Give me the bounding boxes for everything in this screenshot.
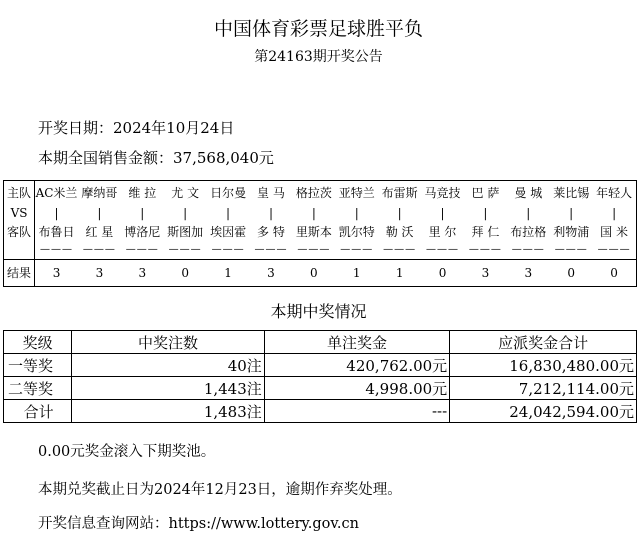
match-result: 3: [138, 266, 147, 280]
match-column: [507, 181, 550, 259]
match-column: [421, 181, 464, 259]
prize-unit: 4,998.00元: [264, 377, 449, 400]
teams-cell: [35, 181, 637, 260]
away-dash: ———: [297, 244, 331, 255]
match-column: [35, 181, 78, 259]
vs-mark: |: [440, 206, 445, 220]
away-dash: ———: [383, 244, 417, 255]
home-team: 曼 城: [514, 186, 543, 200]
match-column: [207, 181, 250, 259]
vs-mark: |: [140, 206, 145, 220]
home-team: 亚特兰: [338, 186, 375, 200]
home-team: 皇 马: [257, 186, 285, 200]
vs-mark: |: [569, 206, 574, 220]
match-table: [3, 180, 637, 287]
match-column: [335, 181, 378, 259]
match-column: [292, 181, 335, 259]
prize-row-second: [4, 377, 637, 400]
prize-unit: 420,762.00元: [264, 354, 449, 377]
away-dash: ———: [554, 244, 588, 255]
match-result: 0: [438, 266, 447, 280]
away-team: 博洛尼: [124, 225, 161, 239]
header-unit: 单注奖金: [264, 331, 449, 354]
away-dash: ———: [168, 244, 202, 255]
vs-mark: |: [354, 206, 359, 220]
away-team: 里 尔: [428, 225, 457, 239]
home-team: AC米兰: [35, 186, 78, 200]
away-dash: ———: [125, 244, 159, 255]
away-team: 布拉格: [510, 225, 547, 239]
label-home: 主队: [7, 186, 32, 200]
away-team: 埃因霍: [210, 225, 247, 239]
result-columns: [35, 260, 636, 286]
match-result: 3: [52, 266, 61, 280]
home-team: 维 拉: [128, 186, 157, 200]
away-team: 布鲁日: [38, 225, 75, 239]
away-team: 多 特: [257, 225, 285, 239]
prize-unit: ---: [264, 400, 449, 423]
vs-mark: |: [483, 206, 488, 220]
match-column: [464, 181, 507, 259]
prize-count: 1,443注: [72, 377, 265, 400]
home-team: 尤 文: [171, 186, 200, 200]
away-team: 里斯本: [295, 225, 332, 239]
label-vs: VS: [10, 206, 28, 220]
home-team: 莱比锡: [553, 186, 590, 200]
issue-subtitle: 第24163期开奖公告: [254, 49, 383, 65]
prize-row-first: [4, 354, 637, 377]
away-team: 拜 仁: [471, 225, 500, 239]
prize-count: 40注: [72, 354, 265, 377]
header-total: 应派奖金合计: [450, 331, 637, 354]
vs-mark: |: [526, 206, 531, 220]
match-result: 0: [610, 266, 618, 280]
away-dash: ———: [511, 244, 545, 255]
result-label-cell: [4, 260, 35, 287]
vs-mark: |: [97, 206, 102, 220]
prize-total: 16,830,480.00元: [450, 354, 637, 377]
away-dash: ———: [40, 244, 73, 255]
match-result: 3: [481, 266, 490, 280]
home-team: 布雷斯: [381, 186, 418, 200]
section-title: 本期中奖情况: [270, 302, 367, 321]
prize-level: 一等奖: [4, 354, 72, 377]
label-result: 结果: [7, 266, 32, 280]
away-team: 红 星: [85, 225, 114, 239]
home-team: 巴 萨: [471, 186, 500, 200]
prize-level: 二等奖: [4, 377, 72, 400]
home-team: 日尔曼: [210, 186, 247, 200]
team-columns: [35, 181, 636, 259]
away-dash: ———: [340, 244, 374, 255]
away-dash: ———: [468, 244, 502, 255]
header-level: 奖级: [4, 331, 72, 354]
prize-row-total: [4, 400, 637, 423]
label-away: 客队: [7, 225, 32, 239]
vs-mark: |: [226, 206, 231, 220]
prize-total: 24,042,594.00元: [450, 400, 637, 423]
match-result: 1: [352, 266, 361, 280]
vs-mark: |: [612, 206, 617, 220]
match-result: 3: [95, 266, 104, 280]
deadline-note: 本期兑奖截止日为2024年12月23日，逾期作弃奖处理。: [38, 482, 402, 498]
home-team: 马竞技: [424, 186, 461, 200]
match-column: [550, 181, 593, 259]
match-result: 3: [524, 266, 533, 280]
match-column: [593, 181, 636, 259]
home-team: 摩纳哥: [81, 186, 118, 200]
results-cell: [35, 260, 637, 287]
away-dash: ———: [597, 244, 631, 255]
home-team: 格拉茨: [295, 186, 332, 200]
match-column: [164, 181, 207, 259]
away-dash: ———: [82, 244, 116, 255]
prize-total: 7,212,114.00元: [450, 377, 637, 400]
match-result: 0: [181, 266, 189, 280]
match-result: 0: [310, 266, 318, 280]
prize-count: 1,483注: [72, 400, 265, 423]
vs-mark: |: [183, 206, 188, 220]
vs-mark: |: [397, 206, 402, 220]
match-column: [121, 181, 164, 259]
page-title: 中国体育彩票足球胜平负: [213, 18, 423, 40]
vs-mark: |: [268, 206, 273, 220]
match-result: 1: [224, 266, 232, 280]
sales-amount: 本期全国销售金额：37,568,040元: [38, 149, 274, 167]
match-result: 1: [395, 266, 404, 280]
away-team: 凯尔特: [338, 225, 375, 239]
website-note: 开奖信息查询网站：https://www.lottery.gov.cn: [38, 516, 359, 532]
match-column: [78, 181, 121, 259]
vs-mark: |: [54, 206, 59, 220]
away-team: 利物浦: [553, 225, 590, 239]
prize-table: [3, 330, 637, 423]
match-result: 0: [567, 266, 576, 280]
draw-date: 开奖日期：2024年10月24日: [38, 119, 235, 137]
away-team: 勒 沃: [385, 225, 414, 239]
match-labels-column: [4, 181, 35, 260]
away-team: 斯图加: [167, 225, 204, 239]
prize-header-row: [4, 331, 637, 354]
away-dash: ———: [426, 244, 460, 255]
match-column: [250, 181, 293, 259]
vs-mark: |: [311, 206, 316, 220]
away-team: 国 米: [600, 225, 628, 239]
away-dash: ———: [254, 244, 288, 255]
header-count: 中奖注数: [72, 331, 265, 354]
match-column: [378, 181, 421, 259]
match-result: 3: [267, 266, 275, 280]
rollover-note: 0.00元奖金滚入下期奖池。: [38, 444, 216, 460]
prize-level: 合计: [4, 400, 72, 423]
home-team: 年轻人: [596, 186, 633, 200]
away-dash: ———: [211, 244, 245, 255]
